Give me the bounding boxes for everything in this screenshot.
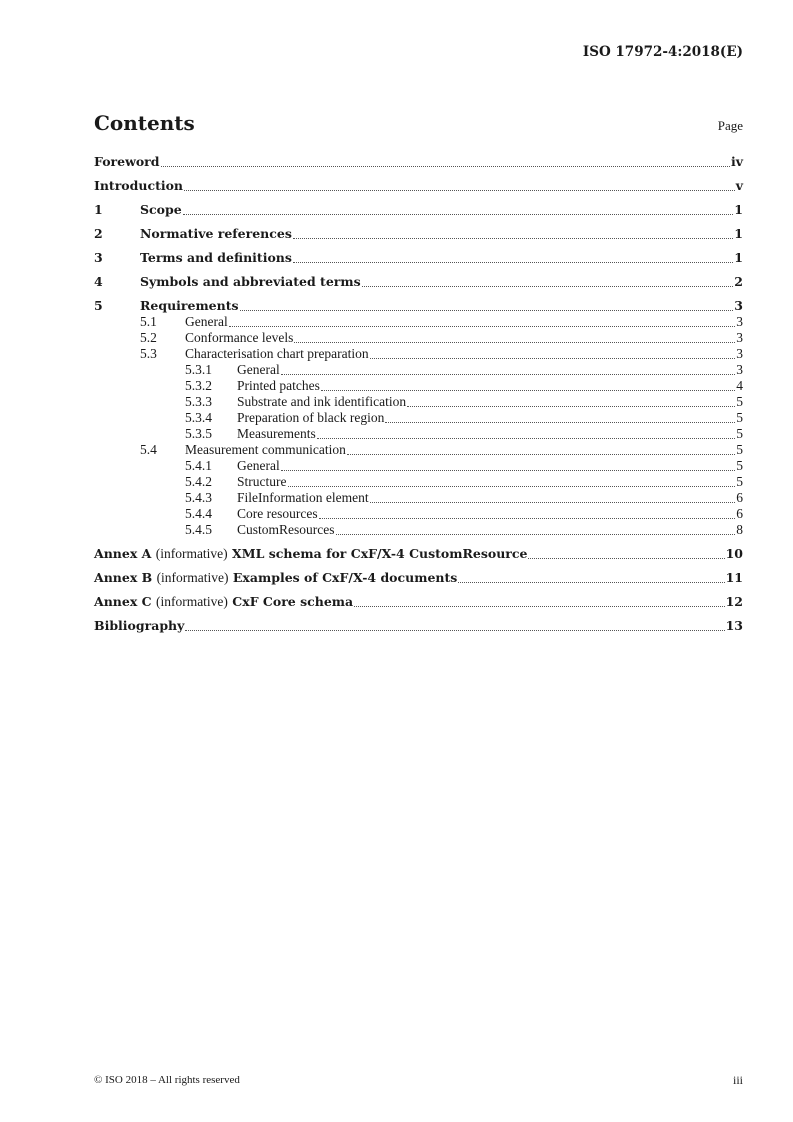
toc-entry-number: 5.4 bbox=[140, 442, 157, 457]
toc-entry-page: v bbox=[735, 178, 743, 193]
annex-label: Annex A bbox=[94, 546, 152, 561]
dot-leader bbox=[319, 518, 736, 519]
toc-entry-symbols[interactable] bbox=[94, 274, 743, 290]
toc-entry-title: Conformance levels bbox=[185, 330, 294, 345]
toc-entry-number: 1 bbox=[94, 202, 103, 217]
toc-entry-5-3-2[interactable] bbox=[94, 378, 743, 394]
dot-leader bbox=[354, 606, 724, 607]
toc-entry-terms-definitions[interactable] bbox=[94, 250, 743, 266]
dot-leader bbox=[347, 454, 735, 455]
document-id-header: ISO 17972-4:2018(E) bbox=[582, 44, 743, 60]
toc-entry-5-3-4[interactable] bbox=[94, 410, 743, 426]
dot-leader bbox=[336, 534, 736, 535]
annex-heading bbox=[94, 570, 457, 586]
toc-entry-page: 5 bbox=[736, 458, 743, 473]
toc-entry-5-3[interactable] bbox=[94, 346, 743, 362]
dot-leader bbox=[161, 166, 730, 167]
toc-entry-title: Measurement communication bbox=[185, 442, 346, 457]
toc-entry-5-3-3[interactable] bbox=[94, 394, 743, 410]
toc-entry-5-4-5[interactable] bbox=[94, 522, 743, 538]
toc-entry-5-3-5[interactable] bbox=[94, 426, 743, 442]
toc-entry-page: 5 bbox=[736, 426, 743, 441]
dot-leader bbox=[293, 262, 733, 263]
toc-entry-5-4-1[interactable] bbox=[94, 458, 743, 474]
toc-entry-5-3-1[interactable] bbox=[94, 362, 743, 378]
toc-entry-title: Requirements bbox=[140, 298, 239, 313]
annex-label: Annex B bbox=[94, 570, 153, 585]
toc-entry-page: 3 bbox=[736, 330, 743, 345]
toc-entry-number: 5.4.5 bbox=[185, 522, 212, 537]
toc-entry-number: 5.2 bbox=[140, 330, 157, 345]
dot-leader bbox=[288, 486, 736, 487]
dot-leader bbox=[317, 438, 736, 439]
dot-leader bbox=[240, 310, 734, 311]
annex-heading bbox=[94, 546, 527, 562]
toc-entry-page: 4 bbox=[736, 378, 743, 393]
toc-entry-5-4[interactable] bbox=[94, 442, 743, 458]
toc-entry-number: 5 bbox=[94, 298, 103, 313]
annex-title: Examples of CxF/X-4 documents bbox=[232, 570, 458, 585]
toc-entry-introduction[interactable] bbox=[94, 178, 743, 194]
toc-entry-page: 5 bbox=[736, 442, 743, 457]
toc-entry-page: 3 bbox=[736, 314, 743, 329]
toc-entry-page: 5 bbox=[736, 410, 743, 425]
dot-leader bbox=[294, 342, 735, 343]
annex-note: (informative) bbox=[155, 546, 228, 561]
toc-entry-page: 3 bbox=[736, 362, 743, 377]
toc-entry-title: General bbox=[237, 362, 280, 377]
toc-entry-page: 1 bbox=[734, 250, 743, 265]
toc-entry-title: Symbols and abbreviated terms bbox=[140, 274, 361, 289]
dot-leader bbox=[370, 502, 736, 503]
toc-entry-number: 5.3.3 bbox=[185, 394, 212, 409]
toc-entry-title: Foreword bbox=[94, 154, 160, 169]
toc-entry-page: 6 bbox=[736, 506, 743, 521]
toc-entry-page: 10 bbox=[725, 546, 743, 561]
toc-entry-title: Terms and definitions bbox=[140, 250, 292, 265]
toc-entry-number: 5.3.5 bbox=[185, 426, 212, 441]
toc-entry-title: Introduction bbox=[94, 178, 184, 193]
toc-entry-title: Preparation of black region bbox=[237, 410, 385, 425]
annex-note: (informative) bbox=[155, 594, 228, 609]
dot-leader bbox=[362, 286, 734, 287]
toc-entry-title: CustomResources bbox=[237, 522, 335, 537]
toc-entry-number: 5.3.1 bbox=[185, 362, 212, 377]
dot-leader bbox=[281, 374, 736, 375]
toc-entry-number: 5.4.1 bbox=[185, 458, 212, 473]
toc-entry-page: 3 bbox=[736, 346, 743, 361]
toc-entry-requirements[interactable] bbox=[94, 298, 743, 314]
toc-entry-annex-a[interactable] bbox=[94, 546, 743, 562]
toc-entry-title: General bbox=[185, 314, 228, 329]
toc-entry-5-4-2[interactable] bbox=[94, 474, 743, 490]
annex-note: (informative) bbox=[156, 570, 229, 585]
toc-entry-page: 1 bbox=[734, 202, 743, 217]
dot-leader bbox=[407, 406, 735, 407]
toc-entry-number: 5.4.3 bbox=[185, 490, 212, 505]
contents-heading: Contents bbox=[94, 111, 195, 135]
toc-entry-page: 8 bbox=[736, 522, 743, 537]
toc-entry-page: 13 bbox=[725, 618, 743, 633]
toc-entry-number: 5.4.4 bbox=[185, 506, 212, 521]
toc-entry-page: 2 bbox=[734, 274, 743, 289]
toc-entry-page: 5 bbox=[736, 474, 743, 489]
toc-entry-5-4-4[interactable] bbox=[94, 506, 743, 522]
toc-entry-number: 2 bbox=[94, 226, 103, 241]
dot-leader bbox=[281, 470, 736, 471]
toc-entry-page: 6 bbox=[736, 490, 743, 505]
dot-leader bbox=[183, 214, 734, 215]
page-number: iii bbox=[732, 1073, 743, 1087]
toc-entry-page: 5 bbox=[736, 394, 743, 409]
dot-leader bbox=[385, 422, 735, 423]
toc-entry-normative-references[interactable] bbox=[94, 226, 743, 242]
toc-entry-scope[interactable] bbox=[94, 202, 743, 218]
toc-entry-page: 3 bbox=[734, 298, 743, 313]
toc-entry-annex-c[interactable] bbox=[94, 594, 743, 610]
toc-entry-number: 5.3.4 bbox=[185, 410, 212, 425]
toc-entry-number: 3 bbox=[94, 250, 103, 265]
toc-entry-number: 5.3 bbox=[140, 346, 157, 361]
toc-entry-title: Characterisation chart preparation bbox=[185, 346, 369, 361]
toc-entry-title: Core resources bbox=[237, 506, 318, 521]
page-column-label: Page bbox=[717, 118, 743, 133]
annex-title: CxF Core schema bbox=[232, 594, 354, 609]
toc-entry-number: 5.4.2 bbox=[185, 474, 212, 489]
dot-leader bbox=[293, 238, 733, 239]
dot-leader bbox=[528, 558, 724, 559]
dot-leader bbox=[458, 582, 724, 583]
toc-entry-number: 4 bbox=[94, 274, 103, 289]
toc-entry-title: Normative references bbox=[140, 226, 292, 241]
annex-heading bbox=[94, 594, 353, 610]
toc-entry-annex-b[interactable] bbox=[94, 570, 743, 586]
toc-entry-title: Printed patches bbox=[237, 378, 320, 393]
toc-entry-5-1[interactable] bbox=[94, 314, 743, 330]
toc-entry-5-2[interactable] bbox=[94, 330, 743, 346]
annex-label: Annex C bbox=[94, 594, 152, 609]
toc-entry-page: 11 bbox=[725, 570, 743, 585]
toc-entry-title: General bbox=[237, 458, 280, 473]
toc-entry-title: Structure bbox=[237, 474, 287, 489]
dot-leader bbox=[185, 630, 724, 631]
toc-entry-title: Measurements bbox=[237, 426, 316, 441]
dot-leader bbox=[370, 358, 736, 359]
toc-entry-number: 5.3.2 bbox=[185, 378, 212, 393]
dot-leader bbox=[184, 190, 735, 191]
dot-leader bbox=[229, 326, 736, 327]
toc-entry-bibliography[interactable] bbox=[94, 618, 743, 634]
toc-entry-page: 12 bbox=[725, 594, 743, 609]
toc-entry-page: iv bbox=[730, 154, 743, 169]
toc-entry-title: FileInformation element bbox=[237, 490, 369, 505]
toc-entry-title: Bibliography bbox=[94, 618, 185, 633]
toc-entry-foreword[interactable] bbox=[94, 154, 743, 170]
annex-title: XML schema for CxF/X-4 CustomResource bbox=[232, 546, 528, 561]
toc-entry-number: 5.1 bbox=[140, 314, 157, 329]
toc-entry-title: Substrate and ink identification bbox=[237, 394, 407, 409]
copyright-notice: © ISO 2018 – All rights reserved bbox=[94, 1074, 240, 1086]
toc-entry-page: 1 bbox=[734, 226, 743, 241]
dot-leader bbox=[321, 390, 735, 391]
toc-entry-5-4-3[interactable] bbox=[94, 490, 743, 506]
toc-entry-title: Scope bbox=[140, 202, 182, 217]
